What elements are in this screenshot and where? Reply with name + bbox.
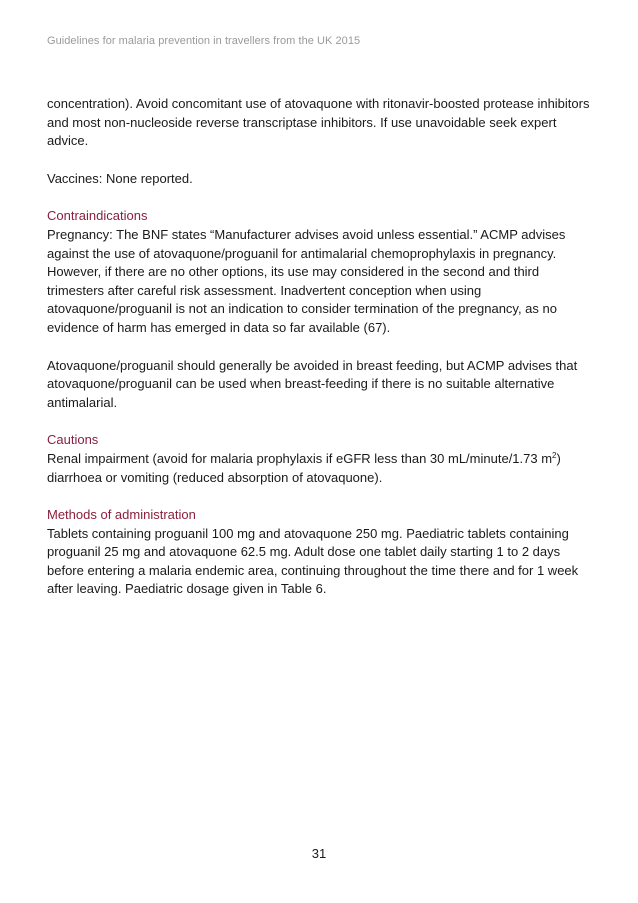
page-number: 31 bbox=[311, 846, 327, 861]
vaccines-paragraph: Vaccines: None reported. bbox=[47, 170, 193, 186]
page-body bbox=[47, 95, 592, 599]
pregnancy-paragraph: Pregnancy: The BNF states “Manufacturer advises avoid unless essential.” ACMP advises against the use of atovaquone/proguanil for antimalarial chemoprophylaxis in pregnancy. However, if there are no other options, its use may considered in the second and third trimesters after careful risk assessment. Inadvertent conception when using atovaquone/proguanil is not an indication to consider termination of the pregnancy, as no evidence of harm has emerged in data so far available (67). bbox=[47, 226, 566, 335]
contraindications-heading: Contraindications bbox=[47, 208, 148, 224]
intro-paragraph: concentration). Avoid concomitant use of atovaquone with ritonavir-boosted protease inhibitors and most non-nucleoside reverse transcriptase inhibitors. If use unavoidable seek expert advice. bbox=[47, 96, 590, 149]
breastfeeding-paragraph: Atovaquone/proguanil should generally be avoided in breast feeding, but ACMP advises that atovaquone/proguanil can be used when breast-feeding if there is no suitable alternative antimalarial. bbox=[47, 357, 578, 410]
cautions-paragraph bbox=[47, 450, 592, 487]
squared-superscript: 2 bbox=[552, 450, 557, 460]
cautions-heading: Cautions bbox=[47, 432, 99, 448]
administration-paragraph: Tablets containing proguanil 100 mg and atovaquone 250 mg. Paediatric tablets containing proguanil 25 mg and atovaquone 62.5 mg. Adult dose one tablet daily starting 1 to 2 days before entering a malaria endemic area, continuing throughout the time there and for 1 week after leaving. Paediatric dosage given in Table 6. bbox=[47, 525, 579, 597]
cautions-text-start: Renal impairment (avoid for malaria prophylaxis if eGFR less than 30 mL/minute/1.73 m bbox=[47, 450, 553, 466]
cautions-text-end: ) diarrhoea or vomiting (reduced absorption of atovaquone). bbox=[47, 450, 561, 485]
administration-heading: Methods of administration bbox=[47, 507, 196, 523]
running-header: Guidelines for malaria prevention in travellers from the UK 2015 bbox=[47, 35, 361, 47]
